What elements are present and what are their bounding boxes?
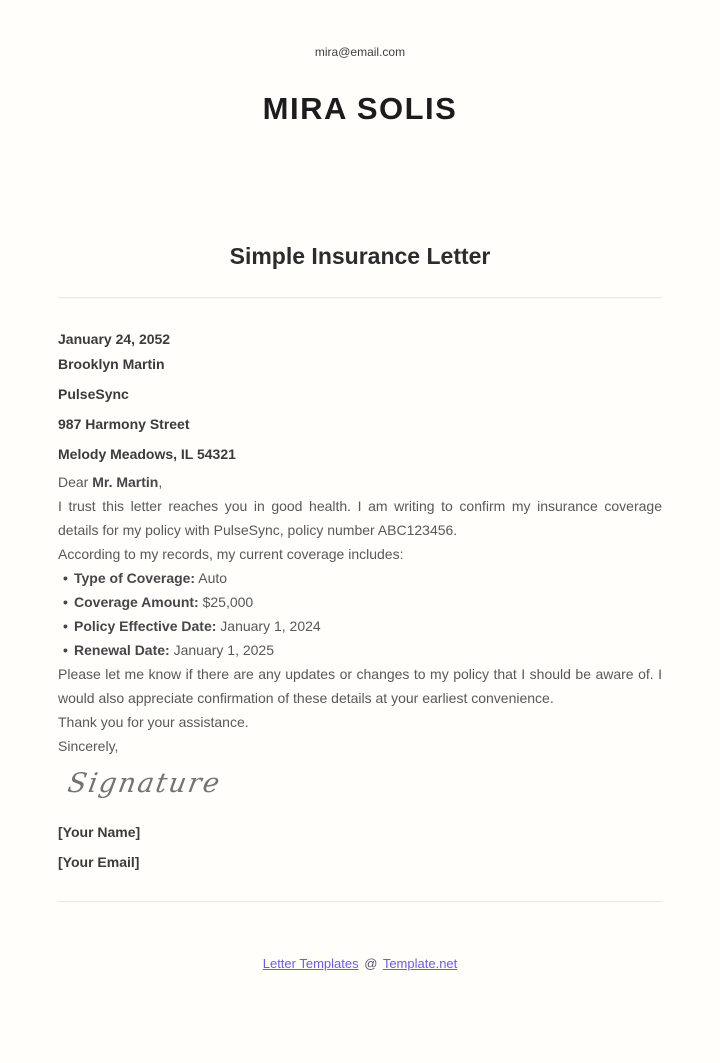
list-item-label: Coverage Amount: xyxy=(74,594,199,610)
list-item-value: January 1, 2024 xyxy=(216,618,321,634)
list-item-value: January 1, 2025 xyxy=(169,642,274,658)
letter-document xyxy=(0,44,720,1063)
salutation-prefix: Dear xyxy=(58,474,93,490)
signature-script: Signature xyxy=(65,768,224,799)
letter-templates-link[interactable]: Letter Templates xyxy=(262,956,359,971)
footer xyxy=(58,956,662,972)
paragraph-thanks: Thank you for your assistance. xyxy=(58,714,249,730)
recipient-company: PulseSync xyxy=(58,386,129,402)
list-item-coverage-type xyxy=(58,566,662,590)
sender-name: MIRA SOLIS xyxy=(262,91,458,126)
paragraph-records: According to my records, my current coverage includes: xyxy=(58,546,404,562)
address-block xyxy=(58,331,662,462)
sender-email: mira@email.com xyxy=(314,45,406,59)
placeholder-your-email: [Your Email] xyxy=(58,854,140,870)
salutation-name: Mr. Martin xyxy=(92,474,159,490)
letter-date: January 24, 2052 xyxy=(58,331,171,347)
list-item-label: Policy Effective Date: xyxy=(74,618,217,634)
template-net-link[interactable]: Template.net xyxy=(382,956,458,971)
salutation xyxy=(58,470,662,494)
letter-content xyxy=(58,470,662,758)
footer-divider xyxy=(58,901,662,902)
coverage-list xyxy=(58,566,662,662)
recipient-city: Melody Meadows, IL 54321 xyxy=(58,446,236,462)
paragraph-request: Please let me know if there are any updates or changes to my policy that I should be aware of. I would also appreciate confirmation of these details at your earliest convenience. xyxy=(58,666,662,706)
sender-placeholders xyxy=(58,824,662,870)
paragraph-intro: I trust this letter reaches you in good health. I am writing to confirm my insurance coverage details for my policy with PulseSync, policy number ABC123456. xyxy=(58,498,662,538)
list-item-coverage-amount xyxy=(58,590,662,614)
closing: Sincerely, xyxy=(58,738,119,754)
list-item-value: $25,000 xyxy=(198,594,254,610)
letter-body xyxy=(58,243,662,870)
list-item-value: Auto xyxy=(195,570,228,586)
placeholder-your-name: [Your Name] xyxy=(58,824,141,840)
title-divider xyxy=(58,297,662,298)
recipient-street: 987 Harmony Street xyxy=(58,416,190,432)
list-item-effective-date xyxy=(58,614,662,638)
list-item-renewal-date xyxy=(58,638,662,662)
recipient-name: Brooklyn Martin xyxy=(58,356,165,372)
list-item-label: Type of Coverage: xyxy=(74,570,196,586)
signature-block xyxy=(58,758,662,804)
letter-header xyxy=(58,44,662,126)
page-title: Simple Insurance Letter xyxy=(229,243,491,269)
footer-separator: @ xyxy=(364,956,378,971)
salutation-suffix: , xyxy=(158,474,163,490)
list-item-label: Renewal Date: xyxy=(74,642,170,658)
